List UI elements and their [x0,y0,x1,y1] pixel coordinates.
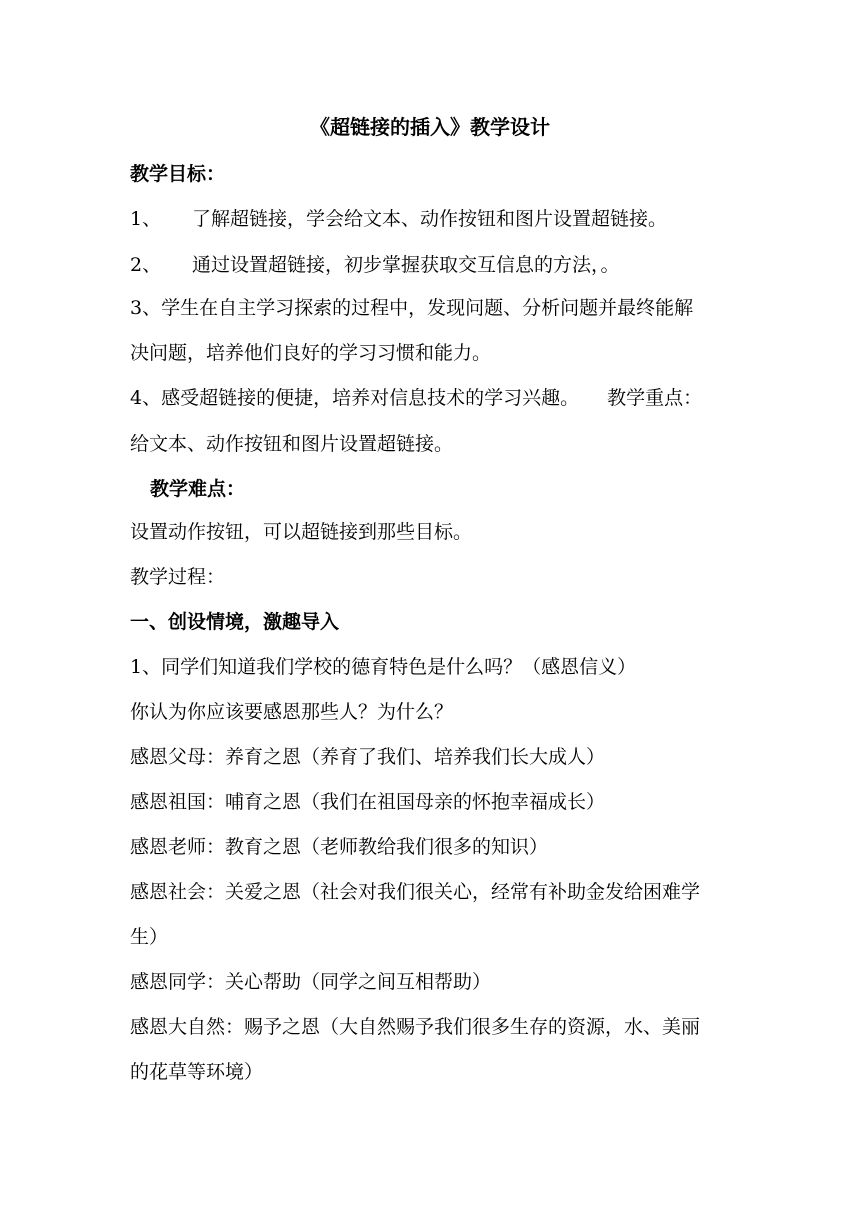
gratitude-teachers: 感恩老师：教育之恩（老师教给我们很多的知识） [130,836,549,858]
gratitude-country: 感恩祖国：哺育之恩（我们在祖国母亲的怀抱幸福成长） [130,791,606,813]
gratitude-society-line-1: 感恩社会：关爱之恩（社会对我们很关心，经常有补助金发给困难学 [130,881,701,903]
gratitude-nature-line-1: 感恩大自然：赐予之恩（大自然赐予我们很多生存的资源，水、美丽 [130,1016,701,1038]
objective-1-number: 1、 [130,208,162,230]
objective-3-line-2: 决问题，培养他们良好的学习习惯和能力。 [130,342,492,364]
gratitude-nature-line-2: 的花草等环境） [130,1061,264,1083]
section-1-heading: 一、创设情境，激趣导入 [130,611,340,633]
process-heading: 教学过程： [130,566,226,588]
key-points-heading: 教学重点： [607,387,703,409]
objective-2 [130,251,730,279]
document-title: 《超链接的插入》教学设计 [310,115,550,139]
objectives-heading: 教学目标： [130,163,226,185]
gratitude-classmates: 感恩同学：关心帮助（同学之间互相帮助） [130,971,492,993]
objective-4-text: 4、感受超链接的便捷，培养对信息技术的学习兴趣。 [130,387,580,409]
objective-2-number: 2、 [130,254,162,276]
objective-1-text: 了解超链接，学会给文本、动作按钮和图片设置超链接。 [192,208,668,230]
objective-1 [130,205,730,233]
gratitude-society-line-2: 生） [130,926,169,948]
objective-3-line-1: 3、学生在自主学习探索的过程中，发现问题、分析问题并最终能解 [130,297,694,319]
question-2: 你认为你应该要感恩那些人？为什么？ [130,701,454,723]
difficulty-text: 设置动作按钮，可以超链接到那些目标。 [130,521,473,543]
question-1: 1、同学们知道我们学校的德育特色是什么吗？（感恩信义） [130,656,637,678]
difficulty-heading: 教学难点： [150,478,246,500]
key-points-text: 给文本、动作按钮和图片设置超链接。 [130,433,454,455]
objective-2-text: 通过设置超链接，初步掌握获取交互信息的方法，。 [192,254,620,276]
objective-4-line [130,384,730,412]
gratitude-parents: 感恩父母：养育之恩（养育了我们、培养我们长大成人） [130,746,606,768]
